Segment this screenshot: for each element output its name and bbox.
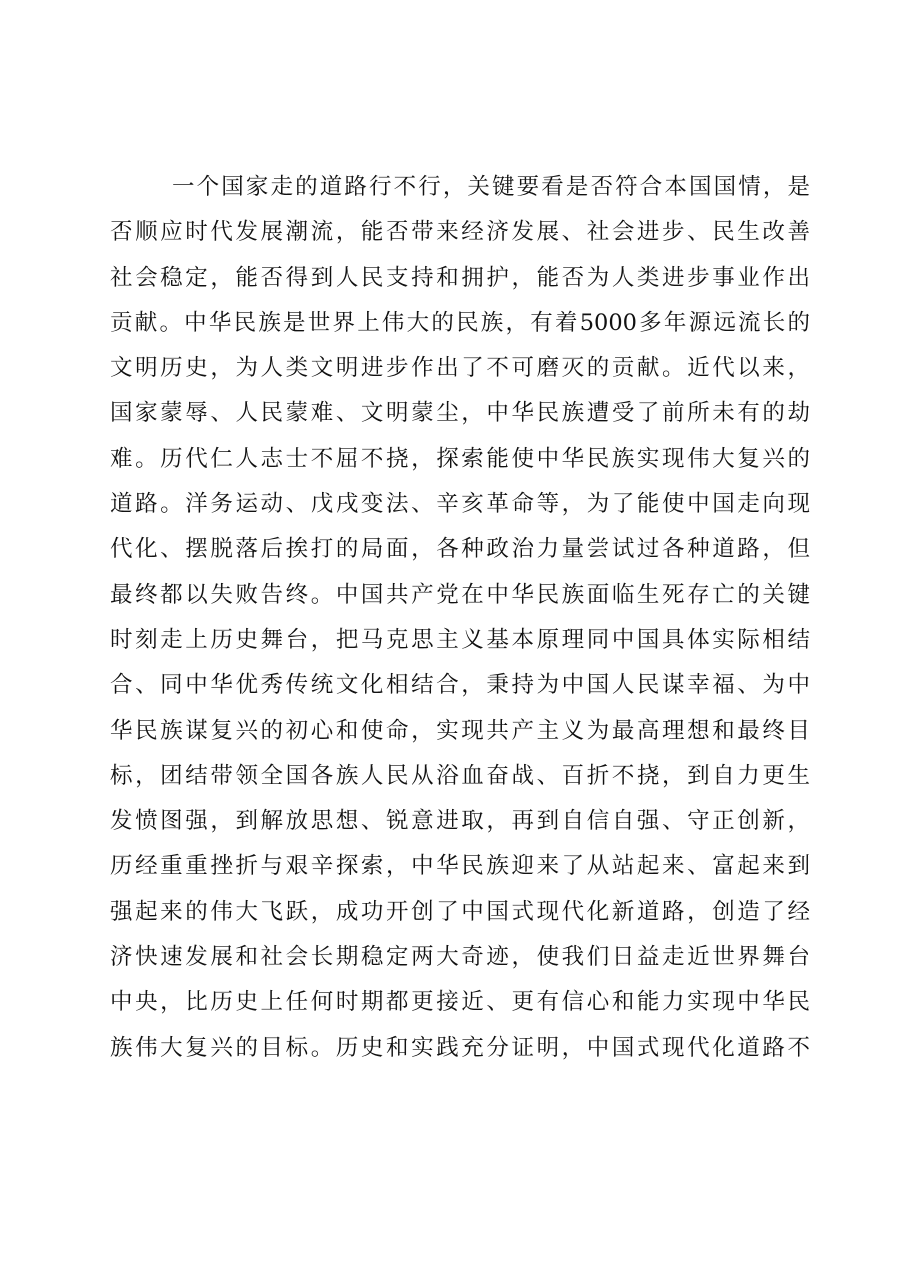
text-line: 华民族谋复兴的初心和使命，实现共产主义为最高理想和最终目 — [110, 717, 810, 744]
text-line: 文明历史，为人类文明进步作出了不可磨灭的贡献。近代以来， — [110, 355, 810, 382]
text-line: 贡献。中华民族是世界上伟大的民族，有着5000多年源远流长的 — [110, 309, 810, 336]
text-line: 济快速发展和社会长期稳定两大奇迹，使我们日益走近世界舞台 — [110, 944, 810, 971]
text-line: 代化、摆脱落后挨打的局面，各种政治力量尝试过各种道路，但 — [110, 536, 810, 563]
text-line: 强起来的伟大飞跃，成功开创了中国式现代化新道路，创造了经 — [110, 898, 810, 925]
text-line: 道路。洋务运动、戊戌变法、辛亥革命等，为了能使中国走向现 — [110, 491, 810, 518]
body-paragraph — [110, 165, 810, 1071]
text-line: 否顺应时代发展潮流，能否带来经济发展、社会进步、民生改善 — [110, 219, 810, 246]
text-line: 标，团结带领全国各族人民从浴血奋战、百折不挠，到自力更生 — [110, 762, 810, 789]
text-line: 中央，比历史上任何时期都更接近、更有信心和能力实现中华民 — [110, 989, 810, 1016]
text-line: 最终都以失败告终。中国共产党在中华民族面临生死存亡的关键 — [110, 581, 810, 608]
text-line: 历经重重挫折与艰辛探索，中华民族迎来了从站起来、富起来到 — [110, 853, 810, 880]
text-line: 发愤图强，到解放思想、锐意进取，再到自信自强、守正创新， — [110, 808, 810, 835]
text-line: 难。历代仁人志士不屈不挠，探索能使中华民族实现伟大复兴的 — [110, 445, 810, 472]
text-line: 社会稳定，能否得到人民支持和拥护，能否为人类进步事业作出 — [110, 264, 810, 291]
text-line: 合、同中华优秀传统文化相结合，秉持为中国人民谋幸福、为中 — [110, 672, 810, 699]
text-line: 族伟大复兴的目标。历史和实践充分证明，中国式现代化道路不 — [110, 1034, 810, 1061]
text-line: 国家蒙辱、人民蒙难、文明蒙尘，中华民族遭受了前所未有的劫 — [110, 400, 810, 427]
text-line: 一个国家走的道路行不行，关键要看是否符合本国国情，是 — [172, 174, 810, 200]
text-line: 时刻走上历史舞台，把马克思主义基本原理同中国具体实际相结 — [110, 626, 810, 653]
